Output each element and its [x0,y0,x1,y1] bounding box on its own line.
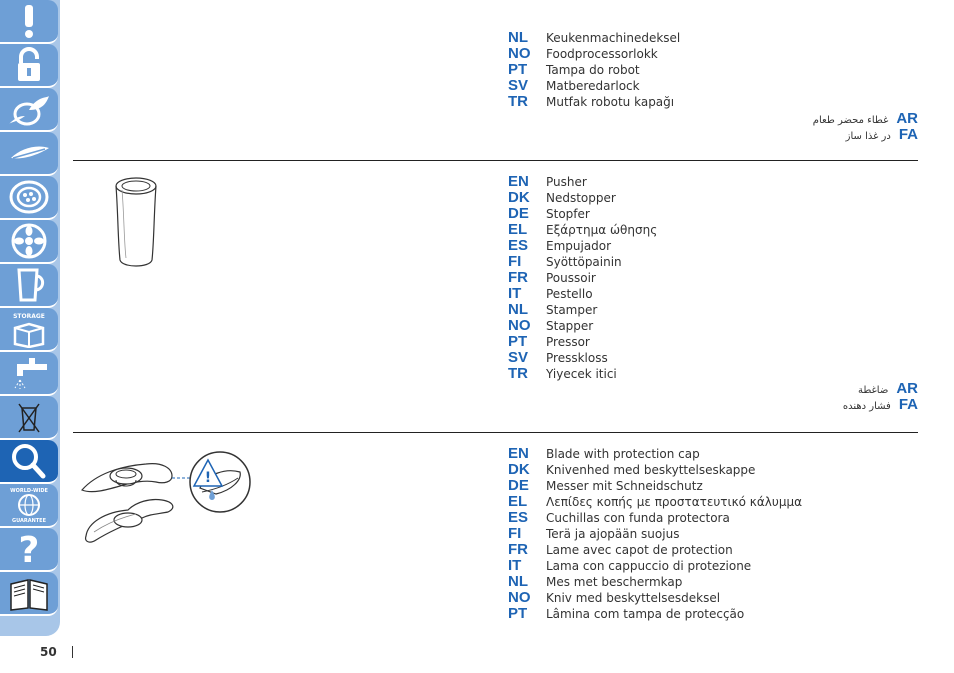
list-item [508,574,802,590]
sidebar [0,0,60,636]
jug-icon [7,266,51,304]
svg-text:STORAGE: STORAGE [13,313,45,320]
language-code: SV [508,77,529,94]
list-item [508,494,802,510]
tab-food-disc[interactable] [0,176,58,220]
list-item [508,526,802,542]
tab-feather-blade[interactable] [0,132,58,176]
svg-text:GUARANTEE: GUARANTEE [11,518,47,524]
list-item [508,366,657,382]
list-item [508,590,802,606]
term-label: Stamper [546,303,598,317]
language-code: FR [508,269,528,286]
list-item [813,127,918,143]
tab-disposal[interactable] [0,396,58,440]
term-label: Poussoir [546,271,596,285]
language-code: IT [508,285,522,302]
tab-warning[interactable] [0,0,58,44]
tab-guarantee[interactable] [0,484,58,528]
term-label: Lama con cappuccio di protezione [546,559,752,573]
list-item [508,302,657,318]
list-item [508,334,657,350]
unlock-padlock-icon [7,46,51,84]
food-disc-icon [7,178,51,216]
page-number-tick [72,646,73,658]
language-code: DK [508,461,530,478]
language-code: EL [508,493,528,510]
lid-rtl-list [813,111,918,143]
language-code: AR [896,380,918,397]
language-code: DE [508,477,529,494]
tab-cleaning[interactable] [0,352,58,396]
term-label: Lâmina com tampa de protecção [546,607,745,621]
language-code: EN [508,445,529,462]
language-code: TR [508,93,528,110]
blade-disc-icon [7,90,51,128]
language-code: DE [508,205,529,222]
language-code: SV [508,349,529,366]
list-item [508,78,680,94]
list-item [508,238,657,254]
list-item [508,94,680,110]
tab-flower-disc[interactable] [0,220,58,264]
language-code: NL [508,573,528,590]
list-item [508,286,657,302]
term-label: Matberedarlock [546,79,640,93]
warning-exclamation-icon [7,2,51,40]
tab-storage[interactable] [0,308,58,352]
list-item [508,206,657,222]
term-label: Terä ja ajopään suojus [546,527,680,541]
list-item [813,111,918,127]
language-code: FA [898,396,918,413]
term-label: در غذا ساز [845,131,891,142]
waste-bin-crossed-icon [7,398,51,436]
term-label: Stapper [546,319,594,333]
list-item [508,222,657,238]
flower-disc-icon [7,222,51,260]
language-code: TR [508,365,528,382]
language-code: EL [508,221,528,238]
language-code: NO [508,45,531,62]
tab-overview[interactable] [0,440,58,484]
section-divider [73,160,918,161]
language-code: NL [508,29,528,46]
term-label: Pressor [546,335,590,349]
term-label: Presskloss [546,351,608,365]
term-label: Blade with protection cap [546,447,700,461]
term-label: Εξάρτημα ώθησης [546,223,658,237]
list-item [508,446,802,462]
term-label: Cuchillas con funda protectora [546,511,730,525]
open-book-icon [7,574,51,612]
feather-blade-icon [7,134,51,172]
svg-text:WORLD-WIDE: WORLD-WIDE [10,488,48,494]
list-item [843,381,918,397]
tab-faq[interactable] [0,528,58,572]
storage-box-icon [7,310,51,348]
list-item [508,62,680,78]
tab-jug[interactable] [0,264,58,308]
term-label: Foodprocessorlokk [546,47,658,61]
list-item [508,510,802,526]
language-code: FA [898,126,918,143]
section-divider [73,432,918,433]
language-code: DK [508,189,530,206]
tab-recipes[interactable] [0,572,58,616]
term-label: Kniv med beskyttelsesdeksel [546,591,721,605]
list-item [508,478,802,494]
language-code: IT [508,557,522,574]
list-item [508,174,657,190]
tab-blade-disc[interactable] [0,88,58,132]
term-label: Mes met beschermkap [546,575,683,589]
svg-text:?: ? [18,530,40,568]
magnifier-icon [7,442,51,480]
term-label: ضاغطة [857,385,889,396]
blade-term-list [508,446,802,622]
term-label: Lame avec capot de protection [546,543,733,557]
term-label: Messer mit Schneidschutz [546,479,703,493]
lid-term-list [508,30,680,110]
term-label: غطاء محضر طعام [812,115,889,126]
question-mark-icon [7,530,51,568]
globe-guarantee-icon [7,486,51,524]
tap-cleaning-icon [7,354,51,392]
term-label: Tampa do robot [546,63,640,77]
list-item [508,606,802,622]
term-label: Knivenhed med beskyttelseskappe [546,463,756,477]
language-code: NO [508,589,531,606]
language-code: EN [508,173,529,190]
language-code: PT [508,333,528,350]
term-label: Stopfer [546,207,590,221]
list-item [508,254,657,270]
term-label: Syöttöpainin [546,255,622,269]
language-code: FI [508,253,522,270]
svg-text:!: ! [204,470,212,486]
term-label: فشار دهنده [842,401,891,412]
language-code: FI [508,525,522,542]
term-label: Nedstopper [546,191,616,205]
list-item [508,350,657,366]
language-code: PT [508,605,528,622]
list-item [508,462,802,478]
list-item [508,542,802,558]
term-label: Mutfak robotu kapağı [546,95,675,109]
term-label: Pusher [546,175,587,189]
list-item [508,30,680,46]
list-item [508,46,680,62]
term-label: Keukenmachinedeksel [546,31,681,45]
language-code: PT [508,61,528,78]
term-label: Pestello [546,287,593,301]
blade-illustration [76,448,256,548]
language-code: NL [508,301,528,318]
tab-unlock[interactable] [0,44,58,88]
list-item [843,397,918,413]
pusher-rtl-list [843,381,918,413]
list-item [508,190,657,206]
term-label: Empujador [546,239,612,253]
list-item [508,318,657,334]
language-code: FR [508,541,528,558]
list-item [508,558,802,574]
list-item [508,270,657,286]
pusher-term-list [508,174,657,382]
page-number: 50 [40,645,57,659]
term-label: Λεπίδες κοπής με προστατευτικό κάλυμμα [546,495,803,509]
language-code: ES [508,237,529,254]
language-code: ES [508,509,529,526]
language-code: AR [896,110,918,127]
pusher-illustration [108,172,164,272]
language-code: NO [508,317,531,334]
term-label: Yiyecek itici [546,367,617,381]
